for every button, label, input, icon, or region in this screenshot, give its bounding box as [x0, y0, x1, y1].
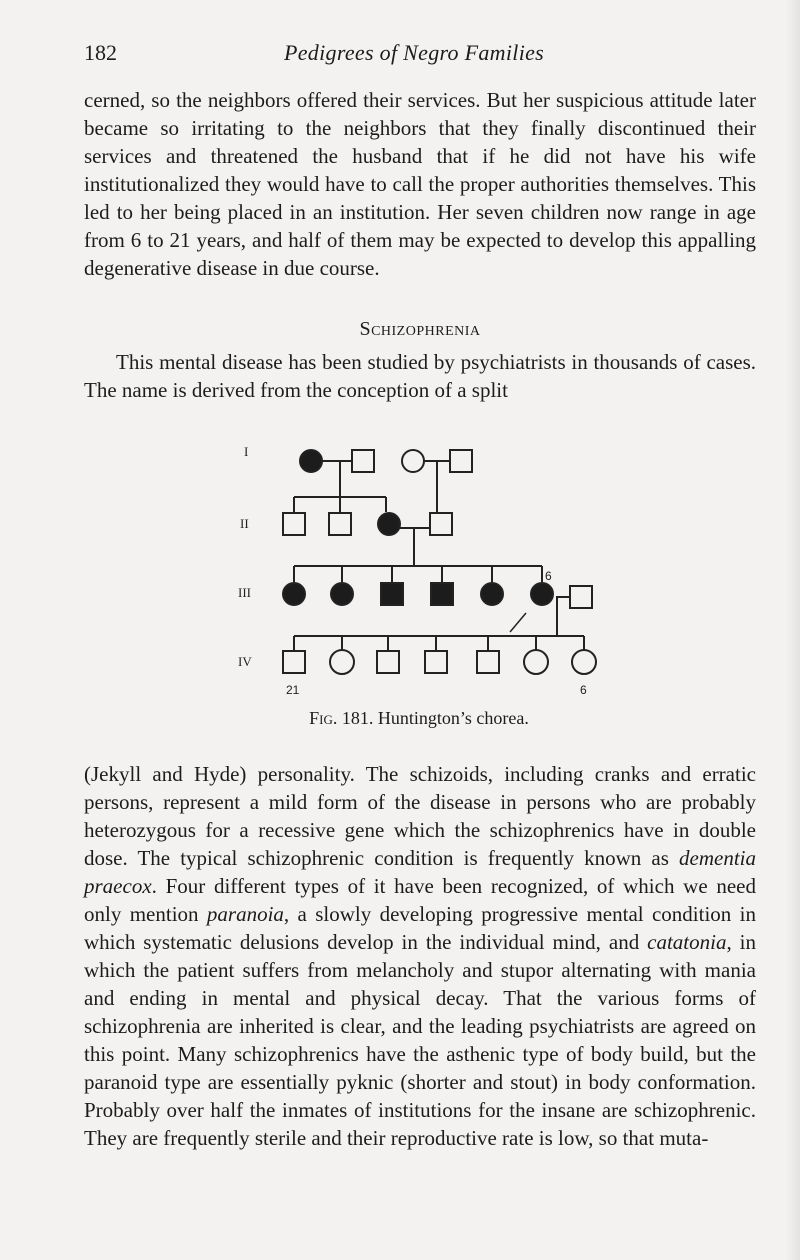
paragraph-3-part-3: , a slowly developing progressive mental condition in which systematic delusions develop in the individual mind, and [84, 902, 756, 954]
gen4-age-first: 21 [286, 683, 300, 697]
unaffected-female-gen4-b [524, 650, 548, 674]
generation-label-iii: III [238, 585, 251, 600]
page-header [84, 40, 754, 70]
affected-male-gen3-a [381, 583, 403, 605]
term-catatonia: catatonia [647, 930, 727, 954]
unaffected-male-gen4-b [377, 651, 399, 673]
affected-female-gen3-d [531, 583, 553, 605]
paragraph-3-part-1: (Jekyll and Hyde) personality. The schizoids, including cranks and erratic persons, represent a mild form of the disease in persons who are probably heterozygous for a recessive gene which the schizophrenics have in double dose. The typical schizophrenic condition is frequently known as [84, 762, 756, 870]
paragraph-2 [84, 348, 756, 404]
unaffected-male-gen1-b [450, 450, 472, 472]
figure-caption-text: Huntington’s chorea. [377, 708, 529, 728]
unaffected-male-gen2-a [283, 513, 305, 535]
paragraph-3-text [84, 760, 756, 1152]
unaffected-male-gen2-c [430, 513, 452, 535]
affected-female-gen2 [378, 513, 400, 535]
page-number: 182 [84, 40, 117, 65]
unaffected-male-gen4-c [425, 651, 447, 673]
paragraph-3 [84, 760, 756, 1152]
term-dementia-praecox: dementia praecox [84, 846, 756, 898]
section-heading: Schizophrenia [359, 318, 481, 340]
running-title: Pedigrees of Negro Families [284, 40, 545, 65]
generation-label-ii: II [240, 516, 249, 531]
unaffected-male-gen3 [570, 586, 592, 608]
unaffected-female-gen1 [402, 450, 424, 472]
paragraph-3-part-2: . Four different types of it have been recognized, of which we need only mention [84, 874, 756, 926]
pedigree-chart [0, 420, 800, 710]
gen3-count-label: 6 [545, 569, 552, 583]
affected-female-gen3-a [283, 583, 305, 605]
paragraph-3-part-4: , in which the patient suffers from melancholy and stupor alternating with mania and ending in mental and physical decay. That the various forms of schizophrenia are inherited is clear, and the leading psychiatrists are agreed on this point. Many schizophrenics have the asthenic type of body build, but the paranoid type are essentially pyknic (shorter and stout) in body conformation. Probably over half the inmates of institutions for the insane are schizophrenic. They are frequently sterile and their reproductive rate is low, so that muta- [84, 930, 756, 1150]
unaffected-male-gen4-a [283, 651, 305, 673]
unaffected-female-gen4-a [330, 650, 354, 674]
generation-label-i: I [244, 444, 249, 459]
affected-female-gen3-b [331, 583, 353, 605]
term-paranoia: paranoia [206, 902, 284, 926]
unaffected-male-gen2-b [329, 513, 351, 535]
generation-label-iv: IV [238, 654, 252, 669]
paragraph-1-text: cerned, so the neighbors offered their services. But her suspicious attitude later became so irritating to the neighbors that they finally discontinued their services and threatened the husband that if he did not have his wife institutionalized they would have to call the proper authorities themselves. This led to her being placed in an institution. Her seven children now range in age from 6 to 21 years, and half of them may be expected to develop this appalling degenerative disease in due course. [84, 88, 756, 280]
gen4-age-last: 6 [580, 683, 587, 697]
paragraph-2-text: This mental disease has been studied by psychiatrists in thousands of cases. The name is derived from the conception of a split [84, 350, 756, 402]
paragraph-1 [84, 86, 756, 282]
figure-number: Fig. 181. [309, 708, 374, 728]
affected-female-gen3-c [481, 583, 503, 605]
tick-mark [510, 613, 526, 632]
affected-male-gen3-b [431, 583, 453, 605]
figure-caption [0, 708, 800, 729]
affected-female-gen1 [300, 450, 322, 472]
unaffected-male-gen4-d [477, 651, 499, 673]
unaffected-female-gen4-c [572, 650, 596, 674]
unaffected-male-gen1 [352, 450, 374, 472]
